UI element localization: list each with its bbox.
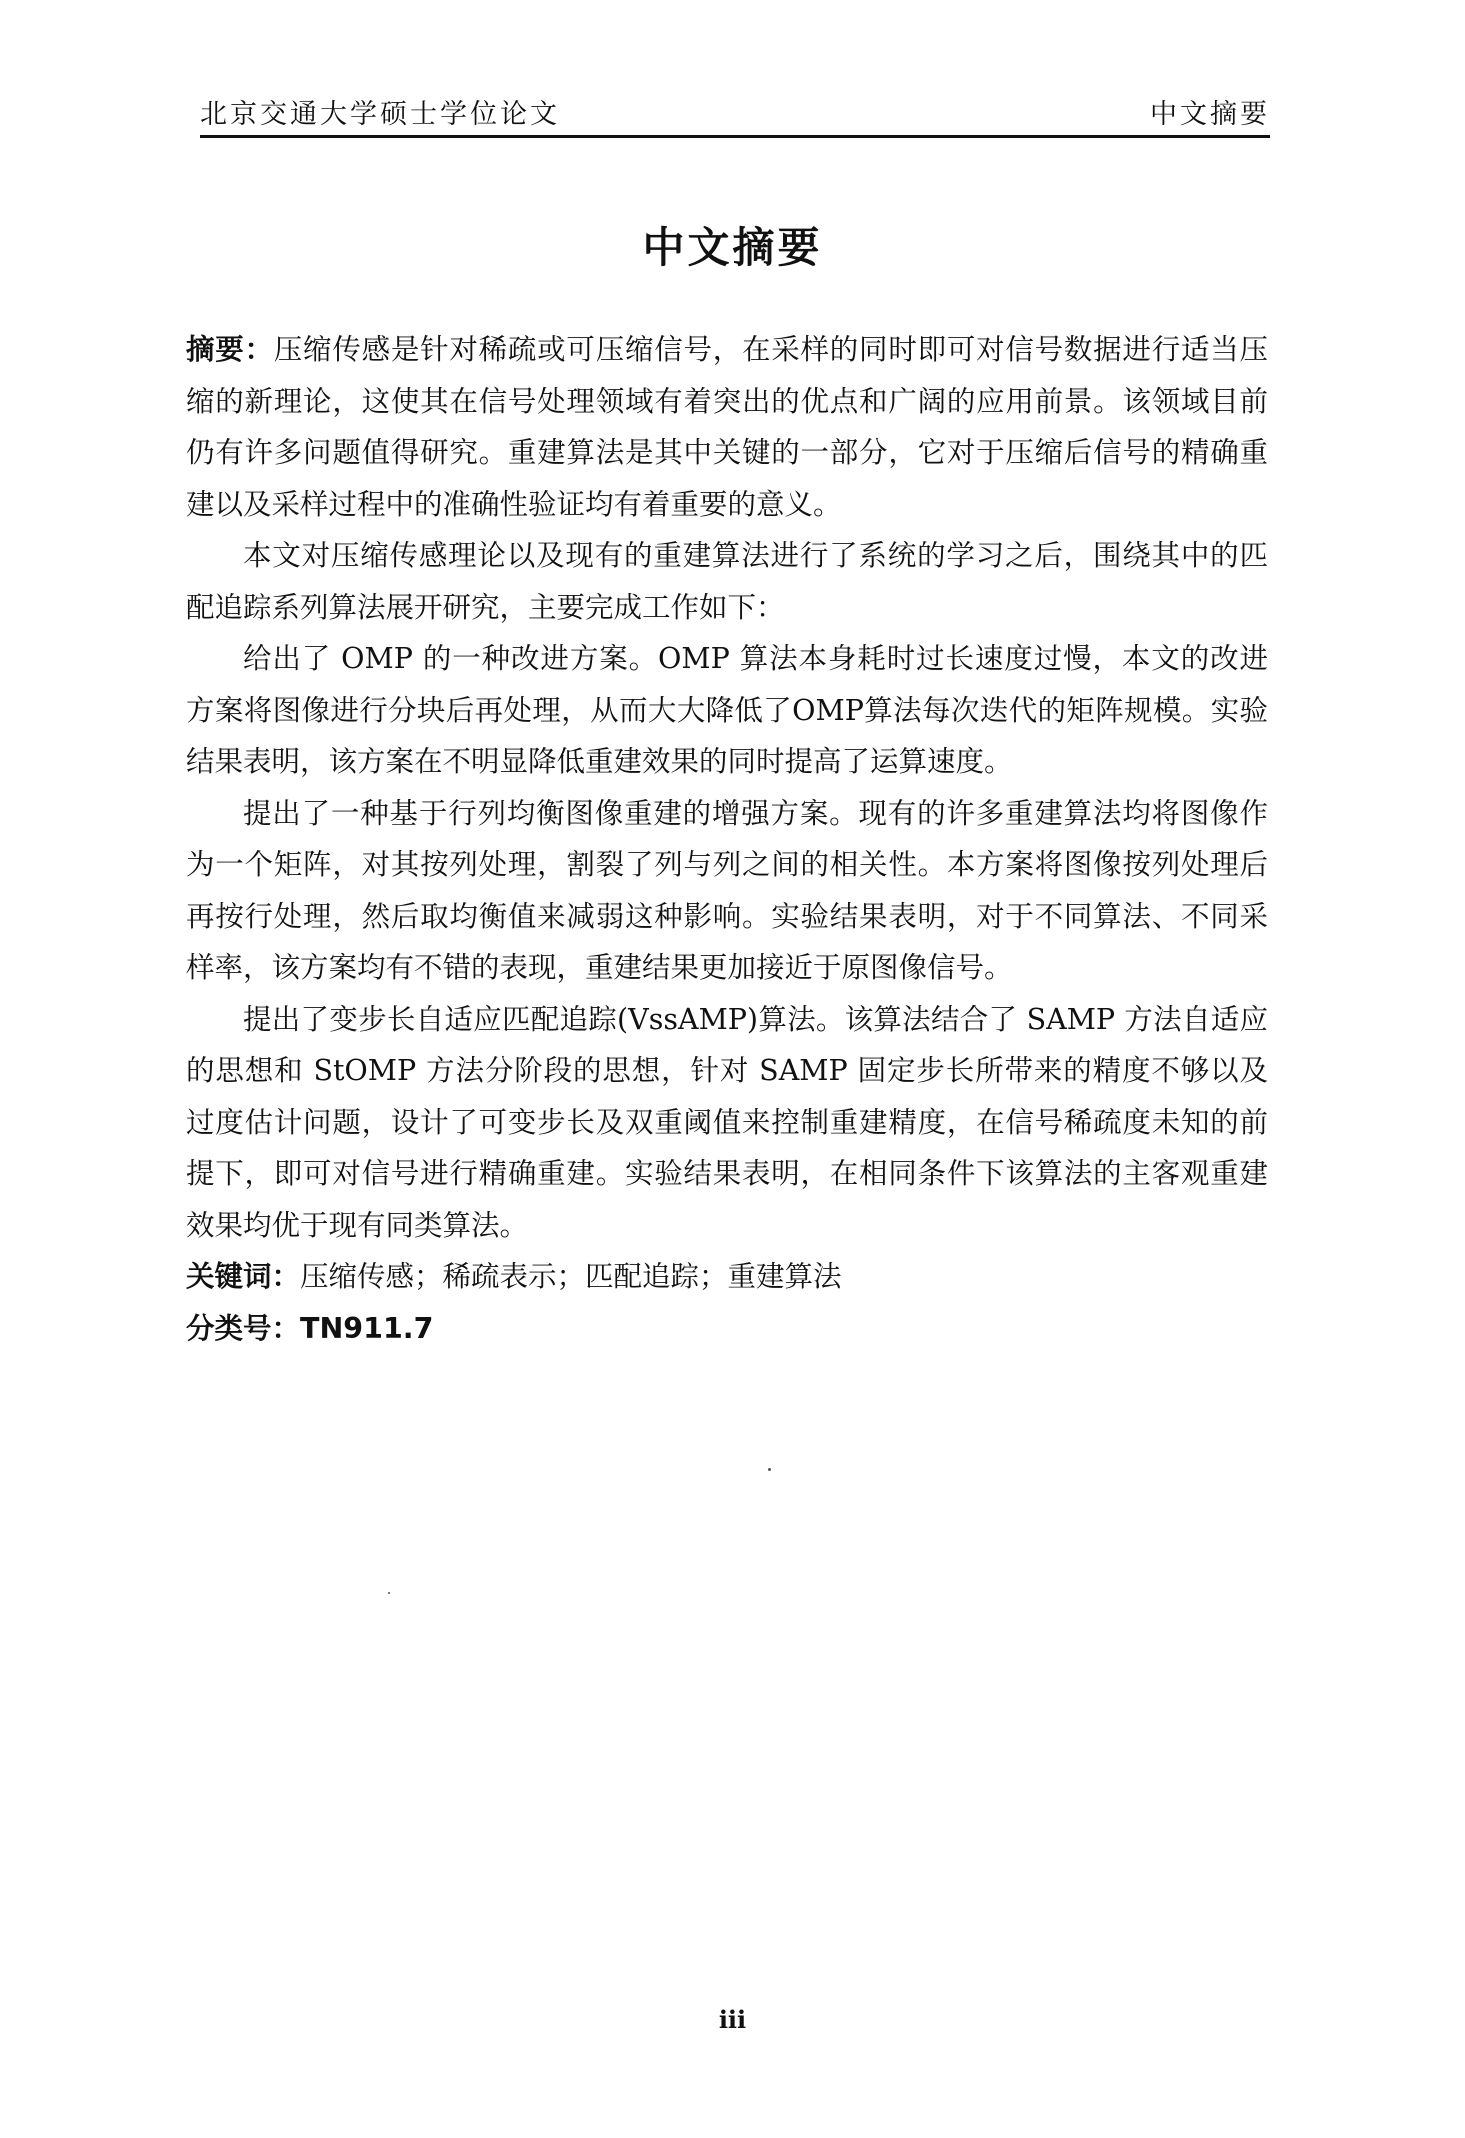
classification-line bbox=[186, 1303, 1268, 1355]
scan-speck bbox=[388, 1592, 390, 1594]
page-number: iii bbox=[718, 2005, 747, 2034]
abstract-paragraph-1 bbox=[186, 324, 1268, 530]
keywords-label: 关键词： bbox=[186, 1260, 301, 1293]
keywords-line bbox=[186, 1251, 1268, 1303]
scan-speck bbox=[768, 1468, 771, 1471]
page-title: 中文摘要 bbox=[642, 223, 823, 272]
classification-label: 分类号： bbox=[186, 1311, 301, 1345]
abstract-paragraph-5: 提出了变步长自适应匹配追踪(VssAMP)算法。该算法结合了 SAMP 方法自适应的思想和 StOMP 方法分阶段的思想，针对 SAMP 固定步长所带来的精度不够以及过度估计问题，设计了可变步长及双重阈值来控制重建精度，在信号稀疏度未知的前提下，即可对信号进行精确重建。实验结果表明，在相同条件下该算法的主客观重建效果均优于现有同类算法。 bbox=[186, 1002, 1268, 1242]
keywords-value: 压缩传感；稀疏表示；匹配追踪；重建算法 bbox=[300, 1260, 842, 1293]
abstract-paragraph-3: 给出了 OMP 的一种改进方案。OMP 算法本身耗时过长速度过慢，本文的改进方案将图像进行分块后再处理，从而大大降低了OMP算法每次迭代的矩阵规模。实验结果表明，该方案在不明显降低重建效果的同时提高了运算速度。 bbox=[186, 642, 1268, 778]
classification-value: TN911.7 bbox=[300, 1311, 434, 1345]
running-header bbox=[200, 100, 1270, 138]
abstract-paragraph-2: 本文对压缩传感理论以及现有的重建算法进行了系统的学习之后，围绕其中的匹配追踪系列算法展开研究，主要完成工作如下： bbox=[186, 539, 1268, 624]
abstract-label: 摘要： bbox=[186, 333, 274, 366]
abstract-paragraph-1-text: 压缩传感是针对稀疏或可压缩信号，在采样的同时即可对信号数据进行适当压缩的新理论，这使其在信号处理领域有着突出的优点和广阔的应用前景。该领域目前仍有许多问题值得研究。重建算法是其中关键的一部分，它对于压缩后信号的精确重建以及采样过程中的准确性验证均有着重要的意义。 bbox=[186, 333, 1268, 521]
abstract-paragraph-4: 提出了一种基于行列均衡图像重建的增强方案。现有的许多重建算法均将图像作为一个矩阵，对其按列处理，割裂了列与列之间的相关性。本方案将图像按列处理后再按行处理，然后取均衡值来减弱这种影响。实验结果表明，对于不同算法、不同采样率，该方案均有不错的表现，重建结果更加接近于原图像信号。 bbox=[186, 796, 1268, 984]
header-section-name: 中文摘要 bbox=[1150, 99, 1270, 130]
abstract-body bbox=[186, 324, 1268, 1354]
header-thesis-name: 北京交通大学硕士学位论文 bbox=[200, 99, 560, 130]
